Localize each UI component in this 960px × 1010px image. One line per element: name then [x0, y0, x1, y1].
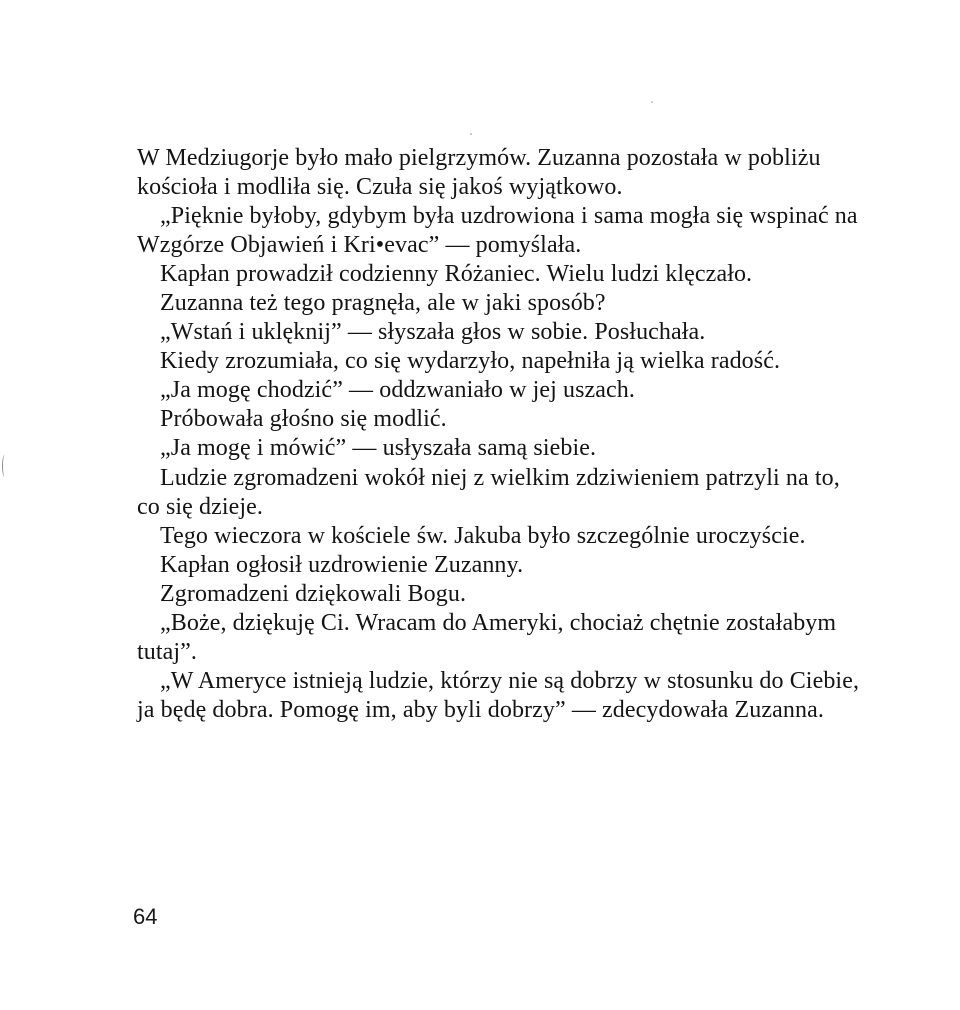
text-line: W Medziugorje było mało pielgrzymów. Zuzanna pozostała w pobliżu	[137, 145, 821, 171]
text-line: Zuzanna też tego pragnęła, ale w jaki sposób?	[160, 290, 606, 316]
text-line: „Boże, dziękuję Ci. Wracam do Ameryki, chociaż chętnie zostałabym	[160, 610, 837, 636]
scan-speck	[470, 133, 472, 135]
text-line: Tego wieczora w kościele św. Jakuba było szczególnie uroczyście.	[160, 523, 806, 549]
text-line: Wzgórze Objawień i Kri•evac” — pomyślała.	[137, 232, 582, 258]
text-line: Zgromadzeni dziękowali Bogu.	[160, 581, 467, 607]
text-line: co się dzieje.	[137, 494, 264, 520]
text-line: ja będę dobra. Pomogę im, aby byli dobrzy” — zdecydowała Zuzanna.	[137, 697, 824, 723]
text-line: „Ja mogę chodzić” — oddzwaniało w jej uszach.	[160, 377, 635, 403]
text-line: Próbowała głośno się modlić.	[160, 406, 447, 432]
text-line: tutaj”.	[137, 639, 198, 665]
text-line: „Wstań i uklęknij” — słyszała głos w sobie. Posłuchała.	[160, 319, 706, 345]
text-line: kościoła i modliła się. Czuła się jakoś wyjątkowo.	[137, 174, 623, 200]
text-line: Ludzie zgromadzeni wokół niej z wielkim zdziwieniem patrzyli na to,	[160, 465, 840, 491]
text-line: „Pięknie byłoby, gdybym była uzdrowiona i sama mogła się wspinać na	[160, 203, 858, 229]
text-line: Kiedy zrozumiała, co się wydarzyło, napełniła ją wielka radość.	[160, 348, 781, 374]
text-line: Kapłan ogłosił uzdrowienie Zuzanny.	[160, 552, 524, 578]
text-line: „W Ameryce istnieją ludzie, którzy nie są dobrzy w stosunku do Ciebie,	[160, 668, 860, 694]
scan-edge-mark	[2, 455, 7, 477]
scan-speck	[651, 101, 653, 103]
page-number: 64	[133, 904, 158, 929]
text-line: Kapłan prowadził codzienny Różaniec. Wielu ludzi klęczało.	[160, 261, 753, 287]
text-line: „Ja mogę i mówić” — usłyszała samą siebie.	[160, 435, 597, 461]
